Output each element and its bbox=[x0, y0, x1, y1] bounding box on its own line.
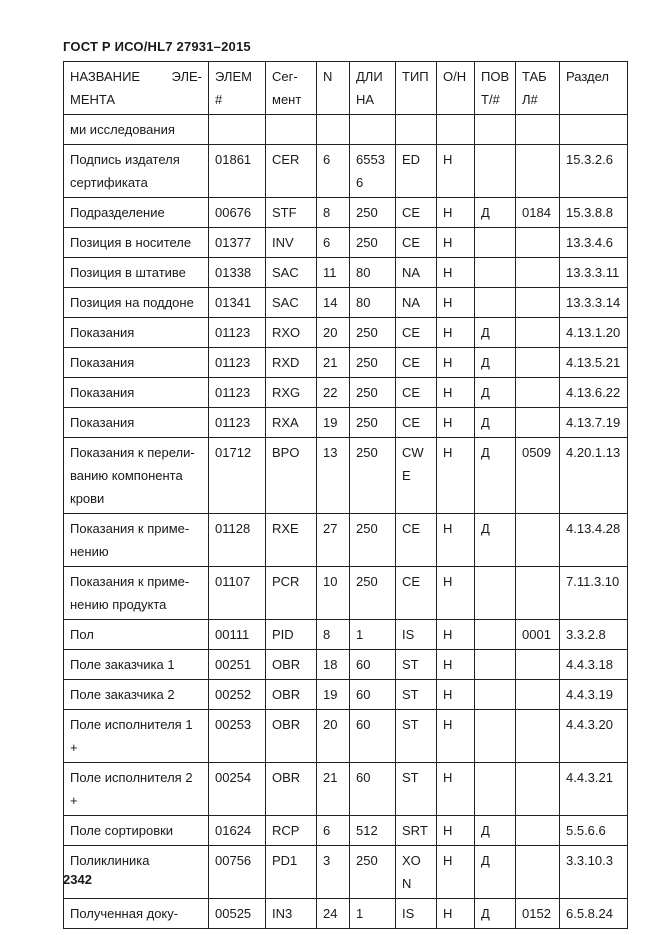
cell-type: ED bbox=[396, 145, 437, 198]
cell-segment: OBR bbox=[266, 763, 317, 816]
cell-opt: Н bbox=[437, 438, 475, 514]
cell-opt: Н bbox=[437, 620, 475, 650]
cell-elem: 00253 bbox=[209, 710, 266, 763]
table-row bbox=[64, 348, 628, 378]
cell-len: 250 bbox=[350, 318, 396, 348]
column-header-line: ТИП bbox=[402, 69, 429, 84]
cell-rep: Д bbox=[475, 899, 516, 929]
cell-tbl bbox=[516, 318, 560, 348]
cell-len: 60 bbox=[350, 763, 396, 816]
cell-segment: RCP bbox=[266, 816, 317, 846]
cell-type: CE bbox=[396, 514, 437, 567]
table-row bbox=[64, 899, 628, 929]
cell-type: CE bbox=[396, 198, 437, 228]
cell-len: 60 bbox=[350, 710, 396, 763]
cell-tbl bbox=[516, 680, 560, 710]
column-header-line: МЕНТА bbox=[70, 92, 116, 107]
table-row bbox=[64, 438, 628, 514]
cell-tbl bbox=[516, 763, 560, 816]
cell-elem: 01624 bbox=[209, 816, 266, 846]
cell-elem: 01123 bbox=[209, 378, 266, 408]
cell-type: CE bbox=[396, 567, 437, 620]
cell-segment: RXG bbox=[266, 378, 317, 408]
cell-rep bbox=[475, 680, 516, 710]
cell-name: Поле исполнителя 1 + bbox=[64, 710, 209, 763]
column-header-section bbox=[560, 62, 628, 115]
cell-n: 18 bbox=[317, 650, 350, 680]
cell-section: 4.13.4.28 bbox=[560, 514, 628, 567]
cell-name: Показания bbox=[64, 348, 209, 378]
cell-opt: Н bbox=[437, 514, 475, 567]
cell-tbl bbox=[516, 816, 560, 846]
table-row bbox=[64, 816, 628, 846]
cell-len: 60 bbox=[350, 680, 396, 710]
cell-type: CE bbox=[396, 348, 437, 378]
cell-len: 250 bbox=[350, 567, 396, 620]
cell-elem: 01107 bbox=[209, 567, 266, 620]
cell-elem: 00252 bbox=[209, 680, 266, 710]
cell-segment: RXA bbox=[266, 408, 317, 438]
cell-elem: 00756 bbox=[209, 846, 266, 899]
cell-n: 13 bbox=[317, 438, 350, 514]
cell-tbl: 0152 bbox=[516, 899, 560, 929]
column-header-line: # bbox=[215, 92, 223, 107]
cell-tbl bbox=[516, 258, 560, 288]
cell-type: ST bbox=[396, 763, 437, 816]
cell-elem: 01123 bbox=[209, 408, 266, 438]
cell-rep: Д bbox=[475, 198, 516, 228]
cell-n: 21 bbox=[317, 763, 350, 816]
page-number: 2342 bbox=[63, 872, 92, 887]
cell-rep: Д bbox=[475, 378, 516, 408]
cell-len: 1 bbox=[350, 620, 396, 650]
column-header-line: Л# bbox=[522, 92, 538, 107]
cell-opt: Н bbox=[437, 318, 475, 348]
cell-type: SRT bbox=[396, 816, 437, 846]
cell-name: Поле сортировки bbox=[64, 816, 209, 846]
cell-n: 19 bbox=[317, 408, 350, 438]
cell-elem: 01712 bbox=[209, 438, 266, 514]
cell-elem: 00111 bbox=[209, 620, 266, 650]
cell-section: 3.3.10.3 bbox=[560, 846, 628, 899]
cell-tbl: 0001 bbox=[516, 620, 560, 650]
cell-segment: OBR bbox=[266, 710, 317, 763]
table-row bbox=[64, 318, 628, 348]
cell-name: Поле заказчика 1 bbox=[64, 650, 209, 680]
table-row bbox=[64, 620, 628, 650]
cell-opt: Н bbox=[437, 348, 475, 378]
cell-type: CE bbox=[396, 408, 437, 438]
column-header-line: НА bbox=[356, 92, 375, 107]
column-header-line: Т/# bbox=[481, 92, 500, 107]
column-header-line: ПОВ bbox=[481, 69, 510, 84]
cell-elem bbox=[209, 115, 266, 145]
cell-segment: SAC bbox=[266, 258, 317, 288]
cell-len: 60 bbox=[350, 650, 396, 680]
cell-rep: Д bbox=[475, 318, 516, 348]
cell-opt: Н bbox=[437, 710, 475, 763]
cell-opt: Н bbox=[437, 258, 475, 288]
cell-elem: 00525 bbox=[209, 899, 266, 929]
table-row bbox=[64, 408, 628, 438]
cell-opt: Н bbox=[437, 650, 475, 680]
cell-rep bbox=[475, 258, 516, 288]
cell-rep: Д bbox=[475, 514, 516, 567]
cell-tbl bbox=[516, 115, 560, 145]
column-header-line: ДЛИ bbox=[356, 69, 383, 84]
cell-n: 22 bbox=[317, 378, 350, 408]
cell-opt: Н bbox=[437, 288, 475, 318]
cell-rep bbox=[475, 620, 516, 650]
table-row bbox=[64, 115, 628, 145]
table-row bbox=[64, 680, 628, 710]
cell-segment: CER bbox=[266, 145, 317, 198]
cell-rep: Д bbox=[475, 438, 516, 514]
cell-section: 4.20.1.13 bbox=[560, 438, 628, 514]
column-header-n bbox=[317, 62, 350, 115]
cell-section: 3.3.2.8 bbox=[560, 620, 628, 650]
cell-n: 21 bbox=[317, 348, 350, 378]
cell-elem: 01128 bbox=[209, 514, 266, 567]
column-header-line: ЭЛЕМ bbox=[215, 69, 252, 84]
cell-tbl bbox=[516, 710, 560, 763]
column-header-opt bbox=[437, 62, 475, 115]
cell-segment: PD1 bbox=[266, 846, 317, 899]
cell-tbl bbox=[516, 378, 560, 408]
cell-type: ST bbox=[396, 710, 437, 763]
table-row bbox=[64, 710, 628, 763]
cell-rep bbox=[475, 567, 516, 620]
cell-opt: Н bbox=[437, 763, 475, 816]
cell-segment: RXO bbox=[266, 318, 317, 348]
column-header-line: О/Н bbox=[443, 69, 467, 84]
table-header-row bbox=[64, 62, 628, 115]
cell-len: 250 bbox=[350, 348, 396, 378]
cell-name: Показания bbox=[64, 408, 209, 438]
cell-segment: OBR bbox=[266, 680, 317, 710]
cell-section: 4.4.3.18 bbox=[560, 650, 628, 680]
cell-opt: Н bbox=[437, 680, 475, 710]
table-row bbox=[64, 514, 628, 567]
column-header-tbl bbox=[516, 62, 560, 115]
cell-opt bbox=[437, 115, 475, 145]
cell-name: Показания к приме-нению bbox=[64, 514, 209, 567]
cell-len: 250 bbox=[350, 514, 396, 567]
table-row bbox=[64, 650, 628, 680]
cell-opt: Н bbox=[437, 899, 475, 929]
cell-opt: Н bbox=[437, 408, 475, 438]
cell-type: NA bbox=[396, 258, 437, 288]
cell-n: 27 bbox=[317, 514, 350, 567]
cell-section: 4.13.7.19 bbox=[560, 408, 628, 438]
cell-elem: 00254 bbox=[209, 763, 266, 816]
cell-n: 8 bbox=[317, 620, 350, 650]
cell-type: ST bbox=[396, 680, 437, 710]
cell-n: 6 bbox=[317, 145, 350, 198]
cell-rep bbox=[475, 228, 516, 258]
cell-rep: Д bbox=[475, 408, 516, 438]
cell-len bbox=[350, 115, 396, 145]
cell-n: 8 bbox=[317, 198, 350, 228]
cell-elem: 00676 bbox=[209, 198, 266, 228]
cell-segment: SAC bbox=[266, 288, 317, 318]
cell-len: 250 bbox=[350, 198, 396, 228]
cell-tbl bbox=[516, 288, 560, 318]
cell-tbl: 0184 bbox=[516, 198, 560, 228]
column-header-line: Сег- bbox=[272, 69, 298, 84]
cell-rep: Д bbox=[475, 816, 516, 846]
cell-section: 4.4.3.20 bbox=[560, 710, 628, 763]
cell-segment: IN3 bbox=[266, 899, 317, 929]
data-elements-table bbox=[63, 61, 628, 929]
cell-segment: OBR bbox=[266, 650, 317, 680]
cell-elem: 01377 bbox=[209, 228, 266, 258]
column-header-line: Раздел bbox=[566, 69, 609, 84]
cell-elem: 00251 bbox=[209, 650, 266, 680]
cell-len: 250 bbox=[350, 408, 396, 438]
cell-elem: 01341 bbox=[209, 288, 266, 318]
cell-section: 7.11.3.10 bbox=[560, 567, 628, 620]
cell-section: 6.5.8.24 bbox=[560, 899, 628, 929]
cell-n: 6 bbox=[317, 816, 350, 846]
column-header-line: N bbox=[323, 69, 333, 84]
table-row bbox=[64, 378, 628, 408]
cell-opt: Н bbox=[437, 378, 475, 408]
cell-segment: PCR bbox=[266, 567, 317, 620]
cell-rep: Д bbox=[475, 348, 516, 378]
cell-section: 4.13.6.22 bbox=[560, 378, 628, 408]
cell-opt: Н bbox=[437, 816, 475, 846]
cell-tbl: 0509 bbox=[516, 438, 560, 514]
cell-section: 15.3.2.6 bbox=[560, 145, 628, 198]
cell-len: 65536 bbox=[350, 145, 396, 198]
cell-name: Пол bbox=[64, 620, 209, 650]
column-header-name bbox=[64, 62, 209, 115]
cell-len: 250 bbox=[350, 378, 396, 408]
cell-section: 4.13.5.21 bbox=[560, 348, 628, 378]
cell-tbl bbox=[516, 228, 560, 258]
cell-len: 80 bbox=[350, 288, 396, 318]
cell-type: CWE bbox=[396, 438, 437, 514]
cell-len: 250 bbox=[350, 438, 396, 514]
cell-type: IS bbox=[396, 620, 437, 650]
cell-section: 13.3.3.11 bbox=[560, 258, 628, 288]
cell-elem: 01861 bbox=[209, 145, 266, 198]
column-header-elem bbox=[209, 62, 266, 115]
cell-n bbox=[317, 115, 350, 145]
cell-section: 5.5.6.6 bbox=[560, 816, 628, 846]
cell-n: 20 bbox=[317, 710, 350, 763]
cell-n: 6 bbox=[317, 228, 350, 258]
cell-section: 4.13.1.20 bbox=[560, 318, 628, 348]
cell-type bbox=[396, 115, 437, 145]
table-row bbox=[64, 198, 628, 228]
cell-segment: INV bbox=[266, 228, 317, 258]
cell-n: 14 bbox=[317, 288, 350, 318]
cell-section: 4.4.3.19 bbox=[560, 680, 628, 710]
cell-len: 250 bbox=[350, 846, 396, 899]
document-header: ГОСТ Р ИСО/HL7 27931–2015 bbox=[63, 39, 251, 54]
cell-type: CE bbox=[396, 228, 437, 258]
cell-rep bbox=[475, 115, 516, 145]
cell-len: 512 bbox=[350, 816, 396, 846]
cell-segment: RXD bbox=[266, 348, 317, 378]
cell-type: ST bbox=[396, 650, 437, 680]
table-row bbox=[64, 567, 628, 620]
cell-rep bbox=[475, 650, 516, 680]
column-header-len bbox=[350, 62, 396, 115]
cell-opt: Н bbox=[437, 567, 475, 620]
cell-segment: RXE bbox=[266, 514, 317, 567]
cell-rep bbox=[475, 288, 516, 318]
column-header-line: ТАБ bbox=[522, 69, 547, 84]
cell-len: 250 bbox=[350, 228, 396, 258]
column-header-line: мент bbox=[272, 92, 302, 107]
cell-tbl bbox=[516, 348, 560, 378]
cell-type: NA bbox=[396, 288, 437, 318]
cell-tbl bbox=[516, 145, 560, 198]
cell-segment: BPO bbox=[266, 438, 317, 514]
table-row bbox=[64, 763, 628, 816]
cell-len: 1 bbox=[350, 899, 396, 929]
cell-opt: Н bbox=[437, 228, 475, 258]
cell-elem: 01123 bbox=[209, 318, 266, 348]
cell-name: Показания к приме-нению продукта bbox=[64, 567, 209, 620]
cell-name: Подразделение bbox=[64, 198, 209, 228]
cell-segment bbox=[266, 115, 317, 145]
cell-segment: PID bbox=[266, 620, 317, 650]
cell-n: 3 bbox=[317, 846, 350, 899]
table-row bbox=[64, 145, 628, 198]
cell-tbl bbox=[516, 408, 560, 438]
cell-len: 80 bbox=[350, 258, 396, 288]
column-header-line: НАЗВАНИЕ ЭЛЕ- bbox=[70, 69, 202, 84]
cell-n: 19 bbox=[317, 680, 350, 710]
cell-elem: 01338 bbox=[209, 258, 266, 288]
cell-name: Поликлиника bbox=[64, 846, 209, 899]
cell-name: ми исследования bbox=[64, 115, 209, 145]
cell-opt: Н bbox=[437, 145, 475, 198]
cell-name: Поле исполнителя 2 + bbox=[64, 763, 209, 816]
cell-name: Поле заказчика 2 bbox=[64, 680, 209, 710]
cell-section: 4.4.3.21 bbox=[560, 763, 628, 816]
cell-n: 20 bbox=[317, 318, 350, 348]
cell-type: IS bbox=[396, 899, 437, 929]
cell-rep: Д bbox=[475, 846, 516, 899]
cell-name: Показания к перели-ванию компонента крови bbox=[64, 438, 209, 514]
cell-tbl bbox=[516, 514, 560, 567]
cell-rep bbox=[475, 763, 516, 816]
column-header-rep bbox=[475, 62, 516, 115]
cell-name: Показания bbox=[64, 378, 209, 408]
table-row bbox=[64, 258, 628, 288]
cell-section bbox=[560, 115, 628, 145]
table-row bbox=[64, 288, 628, 318]
cell-section: 13.3.4.6 bbox=[560, 228, 628, 258]
cell-section: 13.3.3.14 bbox=[560, 288, 628, 318]
cell-type: CE bbox=[396, 318, 437, 348]
cell-segment: STF bbox=[266, 198, 317, 228]
column-header-segment bbox=[266, 62, 317, 115]
cell-tbl bbox=[516, 650, 560, 680]
table-row bbox=[64, 228, 628, 258]
cell-rep bbox=[475, 710, 516, 763]
cell-name: Полученная доку- bbox=[64, 899, 209, 929]
cell-name: Позиция в носителе bbox=[64, 228, 209, 258]
column-header-type bbox=[396, 62, 437, 115]
cell-opt: Н bbox=[437, 198, 475, 228]
cell-section: 15.3.8.8 bbox=[560, 198, 628, 228]
cell-tbl bbox=[516, 846, 560, 899]
cell-type: XON bbox=[396, 846, 437, 899]
cell-name: Позиция в штативе bbox=[64, 258, 209, 288]
table-body bbox=[64, 115, 628, 929]
cell-name: Подпись издателя сертификата bbox=[64, 145, 209, 198]
cell-n: 10 bbox=[317, 567, 350, 620]
table-row bbox=[64, 846, 628, 899]
cell-opt: Н bbox=[437, 846, 475, 899]
cell-rep bbox=[475, 145, 516, 198]
cell-name: Позиция на поддоне bbox=[64, 288, 209, 318]
cell-n: 11 bbox=[317, 258, 350, 288]
cell-n: 24 bbox=[317, 899, 350, 929]
cell-elem: 01123 bbox=[209, 348, 266, 378]
cell-tbl bbox=[516, 567, 560, 620]
cell-name: Показания bbox=[64, 318, 209, 348]
cell-type: CE bbox=[396, 378, 437, 408]
